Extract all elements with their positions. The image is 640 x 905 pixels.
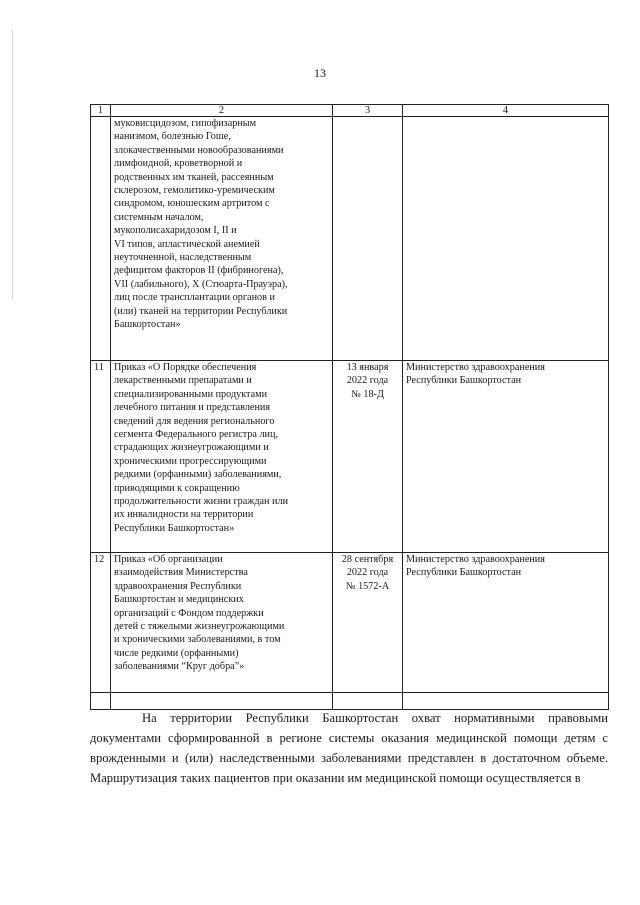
act-title-line: детей с тяжелыми жизнеугрожающими — [114, 621, 285, 633]
act-title-line: лимфоидной, кроветворной и — [114, 158, 243, 170]
act-title-line: продолжительности жизни граждан или — [114, 496, 289, 508]
act-title-line: Приказ «О Порядке обеспечения — [114, 362, 257, 373]
table-empty-row — [91, 693, 609, 710]
table-row — [91, 553, 609, 693]
act-date-number — [333, 361, 403, 553]
act-title-line: Республики Башкортостан» — [114, 522, 235, 534]
act-date-number-line: № 1572-А — [345, 580, 390, 592]
act-title-line: неуточненной, наследственным — [114, 252, 252, 264]
act-title-line: приводящими к сокращению — [114, 482, 240, 494]
act-title-line: VII (лабильного), X (Стюарта-Прауэра), — [114, 278, 288, 290]
act-title-line: лекарственными препаратами и — [114, 375, 252, 387]
page-number: 13 — [314, 66, 326, 80]
issuing-authority-line: Министерство здравоохранения — [406, 362, 545, 373]
header-col-1: 1 — [91, 105, 111, 117]
act-title — [111, 553, 333, 693]
header-col-3: 3 — [333, 105, 403, 117]
act-title-line: числе редкими (орфанными) — [114, 647, 239, 659]
act-title-line: хроническими прогрессирующими — [114, 455, 267, 467]
table-row — [91, 361, 609, 553]
act-title-line: взаимодействия Министерства — [114, 567, 248, 579]
act-title-line: синдромом, юношеским артритом с — [114, 198, 270, 210]
act-title-line: и хроническими заболеваниями, в том — [114, 634, 281, 646]
act-title-line: родственных им тканей, рассеянным — [114, 171, 274, 183]
empty-cell — [403, 693, 609, 710]
act-title-line: лечебного питания и представления — [114, 402, 271, 414]
act-title-line: мукополисахаридозом I, II и — [114, 225, 237, 237]
table-header-row — [91, 105, 609, 117]
act-title-line: VI типов, апластической анемией — [114, 238, 260, 250]
act-date-number — [333, 553, 403, 693]
act-title-line: организаций с Фондом поддержки — [114, 607, 264, 619]
issuing-authority — [403, 117, 609, 361]
act-date-number-line: № 18-Д — [351, 388, 384, 400]
act-date-number — [333, 117, 403, 361]
act-title — [111, 361, 333, 553]
act-title-line: заболеваниями “Круг добра”» — [114, 661, 245, 673]
row-number: 11 — [91, 361, 111, 553]
act-title-line: склерозом, гемолитико-уремическим — [114, 185, 275, 197]
act-title-line: Башкортостан» — [114, 319, 181, 331]
empty-cell — [111, 693, 333, 710]
act-title-line: здравоохранения Республики — [114, 580, 242, 592]
header-col-4: 4 — [403, 105, 609, 117]
issuing-authority-line: Министерство здравоохранения — [406, 554, 545, 565]
act-title-line: (или) тканей на территории Республики — [114, 305, 288, 317]
body-paragraph-block — [90, 708, 608, 788]
act-title-line: дефицитом факторов II (фибриногена), — [114, 265, 284, 277]
act-title-line: Башкортостан и медицинских — [114, 594, 244, 606]
act-title-line: их инвалидности на территории — [114, 509, 254, 521]
act-date-number-line: 2022 года — [346, 567, 389, 579]
issuing-authority — [403, 361, 609, 553]
act-title-line: специализированными продуктами — [114, 388, 268, 400]
act-date-number-line: 13 января — [346, 362, 389, 373]
header-col-2: 2 — [111, 105, 333, 117]
table-row — [91, 117, 609, 361]
empty-cell — [91, 693, 111, 710]
issuing-authority-line: Республики Башкортостан — [406, 567, 522, 579]
issuing-authority — [403, 553, 609, 693]
act-title-line: системным началом, — [114, 211, 204, 223]
act-title-line: муковисцидозом, гипофизарным — [114, 118, 257, 129]
act-date-number-line: 2022 года — [346, 375, 389, 387]
row-number: 12 — [91, 553, 111, 693]
act-title-line: лиц после трансплантации органов и — [114, 292, 275, 304]
row-number — [91, 117, 111, 361]
act-title-line: Приказ «Об организации — [114, 554, 223, 565]
act-title-line: злокачественными новообразованиями — [114, 144, 284, 156]
act-title-line: сегмента Федерального регистра лиц, — [114, 429, 279, 441]
issuing-authority-line: Республики Башкортостан — [406, 375, 522, 387]
empty-cell — [333, 693, 403, 710]
act-title — [111, 117, 333, 361]
body-paragraph: На территории Республики Башкортостан охват нормативными правовыми документами сформированной в регионе системы оказания медицинской помощи детям с врожденными и (или) наследственными заболеваниями представлен в достаточном объеме. Маршрутизация таких пациентов при оказании им медицинской помощи осуществляется в — [90, 711, 608, 785]
legal-acts-table — [90, 104, 609, 710]
act-title-line: редкими (орфанными) заболеваниями, — [114, 469, 282, 481]
act-title-line: нанизмом, болезнью Гоше, — [114, 131, 231, 143]
act-date-number-line: 28 сентября — [341, 554, 394, 565]
act-title-line: сведений для ведения регионального — [114, 415, 275, 427]
act-title-line: страдающих жизнеугрожающими и — [114, 442, 269, 454]
